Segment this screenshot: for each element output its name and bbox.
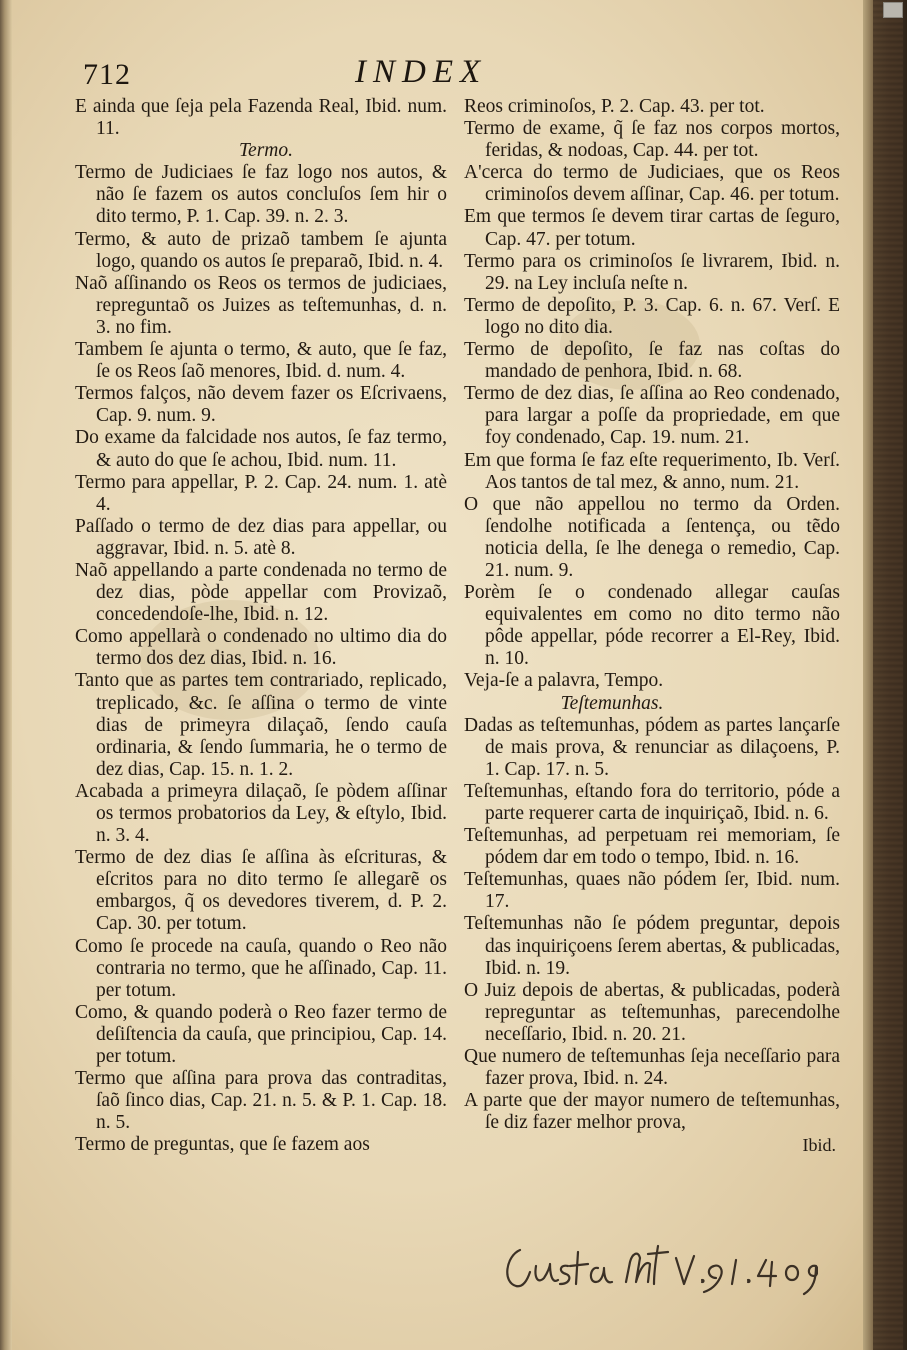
index-entry: Em que termos ſe devem tirar cartas de ſeguro, Cap. 47. per totum.	[464, 206, 840, 250]
handwritten-price-note	[498, 1238, 818, 1298]
right-index-column	[464, 96, 840, 1157]
index-entry: O Juiz depois de abertas, & publicadas, poderà repreguntar as teſtemunhas, parecendolhe neceſſario, Ibid. n. 20. 21.	[464, 979, 840, 1045]
index-entry: A'cerca do termo de Judiciaes, que os Reos criminoſos devem aſſinar, Cap. 46. per totum.	[464, 162, 840, 206]
index-entry: Termo, & auto de prizaõ tambem ſe ajunta logo, quando os autos ſe preparaõ, Ibid. n. 4.	[75, 228, 447, 272]
index-entry: Que numero de teſtemunhas ſeja neceſſario para fazer prova, Ibid. n. 24.	[464, 1046, 840, 1090]
scan-marker	[883, 2, 903, 18]
section-heading: Termo.	[238, 140, 293, 162]
page-gutter	[0, 0, 12, 1350]
index-entry: Porèm ſe o condenado allegar cauſas equivalentes em como no dito termo não pôde appellar, póde recorrer a El-Rey, Ibid. n. 10.	[464, 582, 840, 670]
book-cover-edge	[863, 0, 907, 1350]
index-entry: Em que forma ſe faz eſte requerimento, Ib. Verſ. Aos tantos de tal mez, & anno, num. 21.	[464, 449, 840, 493]
index-entry: A parte que der mayor numero de teſtemunhas, ſe diz fazer melhor prova,	[464, 1090, 840, 1134]
index-entry: Termo de depoſito, P. 3. Cap. 6. n. 67. Verſ. E logo no dito dia.	[464, 294, 840, 338]
index-entry: Termos falços, não devem fazer os Eſcrivaens, Cap. 9. num. 9.	[75, 383, 447, 427]
index-entry: Acabada a primeyra dilaçaõ, ſe pòdem aſſinar os termos probatorios da Ley, & eſtylo, Ibid. n. 3. 4.	[75, 780, 447, 847]
page-number: 712	[83, 58, 131, 91]
index-entry: E ainda que ſeja pela Fazenda Real, Ibid. num. 11.	[75, 96, 447, 140]
index-entry: Naõ aſſinando os Reos os termos de judiciaes, repreguntaõ os Juizes as teſtemunhas, d. n. 3. no fim.	[75, 272, 447, 338]
index-entry: Como ſe procede na cauſa, quando o Reo não contraria no termo, que he aſſinado, Cap. 11. per totum.	[75, 935, 447, 1001]
index-entry: Tanto que as partes tem contrariado, replicado, treplicado, &c. ſe aſſina o termo de vinte dias de primeyra dilaçaõ, ſendo cauſa ordinaria, & ſendo ſummaria, he o termo de dez dias, Cap. 15. n. 1. 2.	[75, 670, 447, 780]
index-entry: Termo de exame, q̃ ſe faz nos corpos mortos, feridas, & nodoas, Cap. 44. per tot.	[464, 118, 840, 162]
left-index-column	[75, 96, 447, 1157]
index-entry: Do exame da falcidade nos autos, ſe faz termo, & auto do que ſe achou, Ibid. num. 11.	[75, 427, 447, 471]
section-heading: Teſtemunhas.	[560, 692, 664, 714]
index-entry: Termo para appellar, P. 2. Cap. 24. num. 1. atè 4.	[75, 471, 447, 515]
index-entry: Dadas as teſtemunhas, pódem as partes lançarſe de mais prova, & renunciar as dilaçoens, P. 1. Cap. 17. n. 5.	[464, 714, 840, 780]
index-entry: Termo de Judiciaes ſe faz logo nos autos, & não ſe fazem os autos concluſos ſem hir o dito termo, P. 1. Cap. 39. n. 2. 3.	[75, 162, 447, 228]
index-entry: Teſtemunhas, quaes não pódem ſer, Ibid. num. 17.	[464, 869, 840, 913]
index-entry: Teſtemunhas não ſe pódem preguntar, depois das inquiriçoens ſerem abertas, & publicadas, Ibid. n. 19.	[464, 913, 840, 979]
index-entry: Termo de preguntas, que ſe fazem aos	[75, 1134, 370, 1156]
cover-cloth	[873, 0, 903, 1350]
index-entry: Naõ appellando a parte condenada no termo de dez dias, pòde appellar com Provizaõ, concedendoſe-lhe, Ibid. n. 12.	[75, 559, 447, 626]
catchword-ref: Ibid.	[802, 1135, 836, 1156]
index-entry: Termo que aſſina para prova das contraditas, ſaõ ſinco dias, Cap. 21. n. 5. & P. 1. Cap. 18. n. 5.	[75, 1068, 447, 1134]
index-entry: Veja-ſe a palavra, Tempo.	[464, 670, 664, 692]
index-entry: Termo para os criminoſos ſe livrarem, Ibid. n. 29. na Ley incluſa neſte n.	[464, 250, 840, 294]
index-entry: Termo de depoſito, ſe faz nas coſtas do mandado de penhora, Ibid. n. 68.	[464, 339, 840, 383]
index-entry: Termo de dez dias, ſe aſſina ao Reo condenado, para largar a poſſe da propriedade, em que foy condenado, Cap. 19. num. 21.	[464, 383, 840, 449]
index-entry: O que não appellou no termo da Orden. ſendolhe notificada a ſentença, ou tẽdo noticia della, ſe lhe denega o remedio, Cap. 21. num. 9.	[464, 493, 840, 581]
index-entry: Como, & quando poderà o Reo fazer termo de deſiſtencia da cauſa, que principiou, Cap. 14. per totum.	[75, 1001, 447, 1068]
index-entry: Termo de dez dias ſe aſſina às eſcrituras, & eſcritos para no dito termo ſe allegarẽ os embargos, q̃ os devedores tiverem, d. P. 2. Cap. 30. per totum.	[75, 847, 447, 935]
index-entry: Teſtemunhas, ad perpetuam rei memoriam, ſe pódem dar em todo o tempo, Ibid. n. 16.	[464, 825, 840, 869]
running-title: INDEX	[355, 54, 488, 90]
index-entry: Tambem ſe ajunta o termo, & auto, que ſe faz, ſe os Reos ſaõ menores, Ibid. d. num. 4.	[75, 339, 447, 383]
index-entry: Paſſado o termo de dez dias para appellar, ou aggravar, Ibid. n. 5. atè 8.	[75, 515, 447, 559]
index-entry: Como appellarà o condenado no ultimo dia do termo dos dez dias, Ibid. n. 16.	[75, 626, 447, 670]
index-entry: Teſtemunhas, eſtando fora do territorio, póde a parte requerer carta de inquiriçaõ, Ibid. n. 6.	[464, 780, 840, 824]
index-entry: Reos criminoſos, P. 2. Cap. 43. per tot.	[464, 96, 765, 117]
